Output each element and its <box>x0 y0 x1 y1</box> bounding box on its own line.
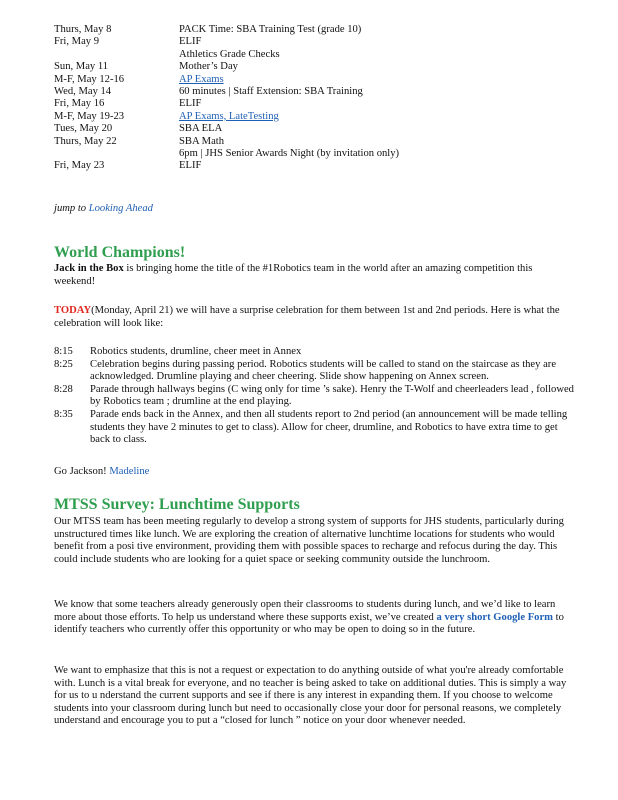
timeline-time: 8:25 <box>54 358 73 370</box>
timeline-text: Parade ends back in the Annex, and then all students report to 2nd period (an announcement will be made telling students they have 2 minutes to get to class). Allow for cheer, drumline, and Robotics to have extra time to get back to class. <box>90 408 568 446</box>
schedule-row <box>54 49 399 61</box>
schedule-row <box>54 98 399 110</box>
timeline-time: 8:15 <box>54 346 73 357</box>
schedule-date: Thurs, May 8 <box>54 24 112 35</box>
looking-ahead-link[interactable]: Looking Ahead <box>88 203 153 214</box>
schedule-event: Athletics Grade Checks <box>179 48 280 60</box>
mtss-paragraph-1: Our MTSS team has been meeting regularly to develop a strong system of supports for JHS students, particularly during unstructured times like lunch. We are exploring the creation of alternative lunchtime locations for students who would benefit from a posi tive environment, providing them with possible spaces to recharge and refocus during the day. This could include students who are looking for a quiet space or seeking community outside the lunchroom. <box>54 516 564 565</box>
schedule-row <box>54 160 399 172</box>
schedule-event: 6pm | JHS Senior Awards Night (by invitation only) <box>179 148 400 160</box>
schedule-event-link[interactable]: AP Exams <box>179 73 224 85</box>
timeline-row <box>54 359 574 384</box>
author-name-link[interactable]: Madeline <box>109 466 150 477</box>
mtss-heading: MTSS Survey: Lunchtime Supports <box>54 496 300 513</box>
schedule-date: Thurs, May 22 <box>54 135 117 147</box>
intro-text: is bringing home the title of the #1Robotics team in the world after an amazing competition this weekend! <box>54 263 533 287</box>
timeline-time: 8:28 <box>54 383 73 395</box>
schedule-row <box>54 136 399 148</box>
timeline-text: Parade through hallways begins (C wing only for time ’s sake). Henry the T-Wolf and cheerleaders lead , followed by Robotics team ; drumline at the end playing. <box>90 383 574 408</box>
today-paragraph <box>54 305 568 330</box>
schedule-date: Sun, May 11 <box>54 61 109 73</box>
schedule-list <box>54 24 399 173</box>
schedule-event: SBA ELA <box>179 123 223 135</box>
schedule-row <box>54 74 399 86</box>
timeline-text: Celebration begins during passing period. Robotics students will be called to stand on the staircase as they are acknowledged. Drumline playing and cheer cheering. Slide show happening on Annex screen. <box>90 358 557 383</box>
schedule-date <box>54 49 179 61</box>
today-text: (Monday, April 21) we will have a surprise celebration for them between 1st and 2nd periods. Here is what the celebration will look like: <box>54 305 560 329</box>
schedule-row <box>54 123 399 135</box>
schedule-date: Fri, May 9 <box>54 36 100 48</box>
mtss-paragraph-3: We want to emphasize that this is not a request or expectation to do anything outside of what you're already comfortable with. Lunch is a vital break for everyone, and no teacher is being asked to take on additional duties. This is simply a way for us to u nderstand the current supports and see if there is any interest in expanding them. If you choose to welcome students into your classroom during lunch but need to occasionally close your door for personal reasons, we completely understand and encourage you to put a “closed for lunch ” notice on your door whenever needed. <box>54 665 567 727</box>
schedule-row <box>54 86 399 98</box>
world-champions-heading: World Champions! <box>54 244 186 261</box>
google-form-link[interactable]: a very short Google Form <box>436 611 554 623</box>
schedule-event: ELIF <box>179 160 202 172</box>
schedule-row <box>54 36 399 48</box>
timeline-row <box>54 409 574 447</box>
today-label: TODAY <box>54 305 92 316</box>
timeline-row <box>54 384 574 409</box>
schedule-date: M-F, May 19-23 <box>54 110 125 122</box>
schedule-date: Tues, May 20 <box>54 123 113 135</box>
schedule-row <box>54 111 399 123</box>
mtss-p2-text-a: We know that some teachers already generously open their classrooms to students during lunch, and we’d like to learn more about those efforts. To help us understand where these supports exist, we’ve created <box>54 599 556 623</box>
schedule-row <box>54 148 399 160</box>
schedule-event: SBA Math <box>179 135 225 147</box>
schedule-event: ELIF <box>179 36 202 48</box>
celebration-timeline <box>54 346 574 447</box>
jump-prefix: jump to <box>54 203 89 214</box>
mtss-paragraph-2 <box>54 599 568 637</box>
schedule-date: Fri, May 23 <box>54 160 105 172</box>
timeline-row <box>54 346 574 359</box>
schedule-event-link[interactable]: AP Exams, LateTesting <box>179 110 279 122</box>
schedule-row <box>54 61 399 73</box>
timeline-time: 8:35 <box>54 408 73 420</box>
champions-intro <box>54 263 568 288</box>
sign-off <box>54 466 568 479</box>
schedule-date: Fri, May 16 <box>54 98 105 110</box>
timeline-text: Robotics students, drumline, cheer meet in Annex <box>90 346 302 357</box>
schedule-date: M-F, May 12-16 <box>54 73 125 85</box>
schedule-date: Wed, May 14 <box>54 86 112 98</box>
team-name: Jack in the Box <box>54 263 124 274</box>
schedule-event: ELIF <box>179 98 202 110</box>
mtss-p2-text-b: to identify teachers who currently offer this opportunity or who may be open to doing so in the future. <box>54 611 564 636</box>
sign-off-text: Go Jackson! <box>54 466 107 477</box>
schedule-row <box>54 24 399 36</box>
schedule-event: PACK Time: SBA Training Test (grade 10) <box>179 24 362 35</box>
schedule-date <box>54 148 179 160</box>
jump-link-line <box>54 203 153 214</box>
schedule-event: Mother’s Day <box>179 61 238 73</box>
schedule-event: 60 minutes | Staff Extension: SBA Training <box>179 86 363 98</box>
